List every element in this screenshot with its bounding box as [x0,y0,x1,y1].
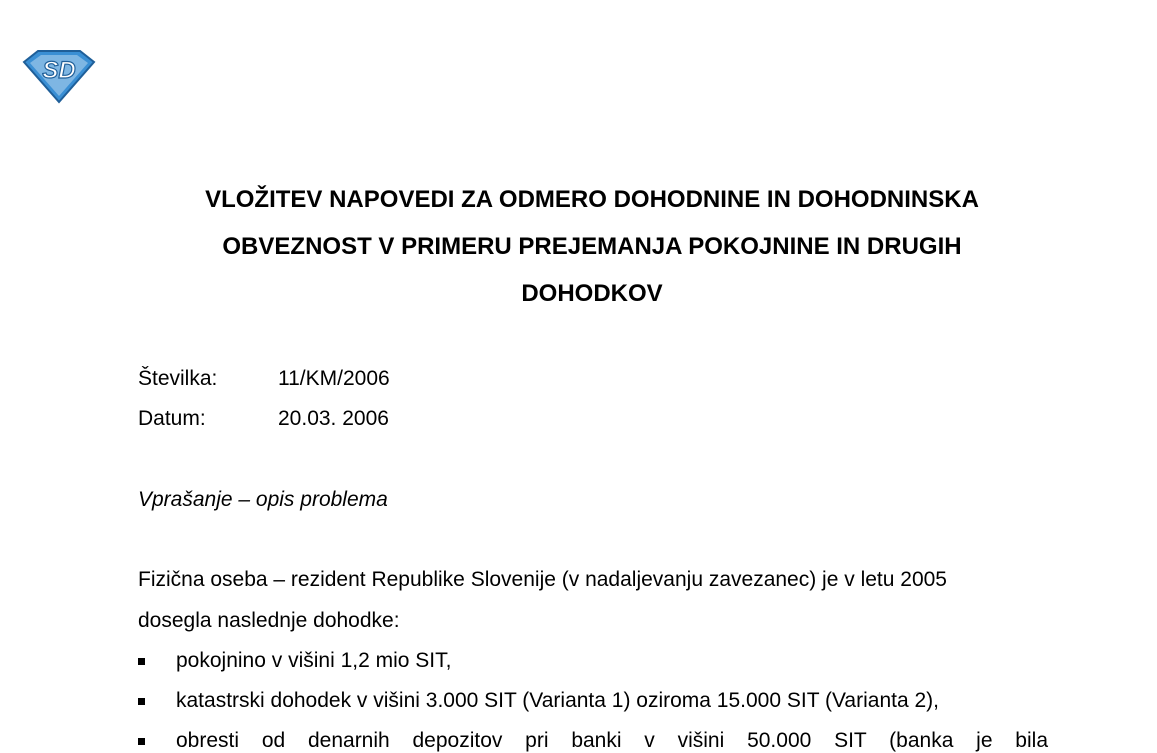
title-line-1: VLOŽITEV NAPOVEDI ZA ODMERO DOHODNINE IN DOHODNINSKA [205,186,979,213]
date-value: 20.03. 2006 [278,407,389,430]
document-title [130,176,1054,317]
body-paragraph-line-1: Fizična oseba – rezident Republike Slovenije (v nadaljevanju zavezanec) je v letu 2005 [138,568,947,591]
list-item-text: obresti od denarnih depozitov pri banki v višini 50.000 SIT (banka je bila [176,729,1048,752]
date-label: Datum: [138,407,206,430]
list-item-text: katastrski dohodek v višini 3.000 SIT (Varianta 1) oziroma 15.000 SIT (Varianta 2), [176,689,939,712]
square-bullet-icon [138,738,145,745]
title-line-2: OBVEZNOST V PRIMERU PREJEMANJA POKOJNINE IN DRUGIH [222,233,962,260]
question-heading: Vprašanje – opis problema [138,488,388,511]
square-bullet-icon [138,698,145,705]
svg-text:SD: SD [42,57,76,84]
number-label: Številka: [138,367,218,390]
sd-diamond-logo-icon [22,48,96,104]
list-item-text: pokojnino v višini 1,2 mio SIT, [176,649,452,672]
body-paragraph-line-2: dosegla naslednje dohodke: [138,609,400,632]
number-value: 11/KM/2006 [278,367,390,390]
company-logo [22,48,96,104]
square-bullet-icon [138,658,145,665]
title-line-3: DOHODKOV [521,280,663,307]
